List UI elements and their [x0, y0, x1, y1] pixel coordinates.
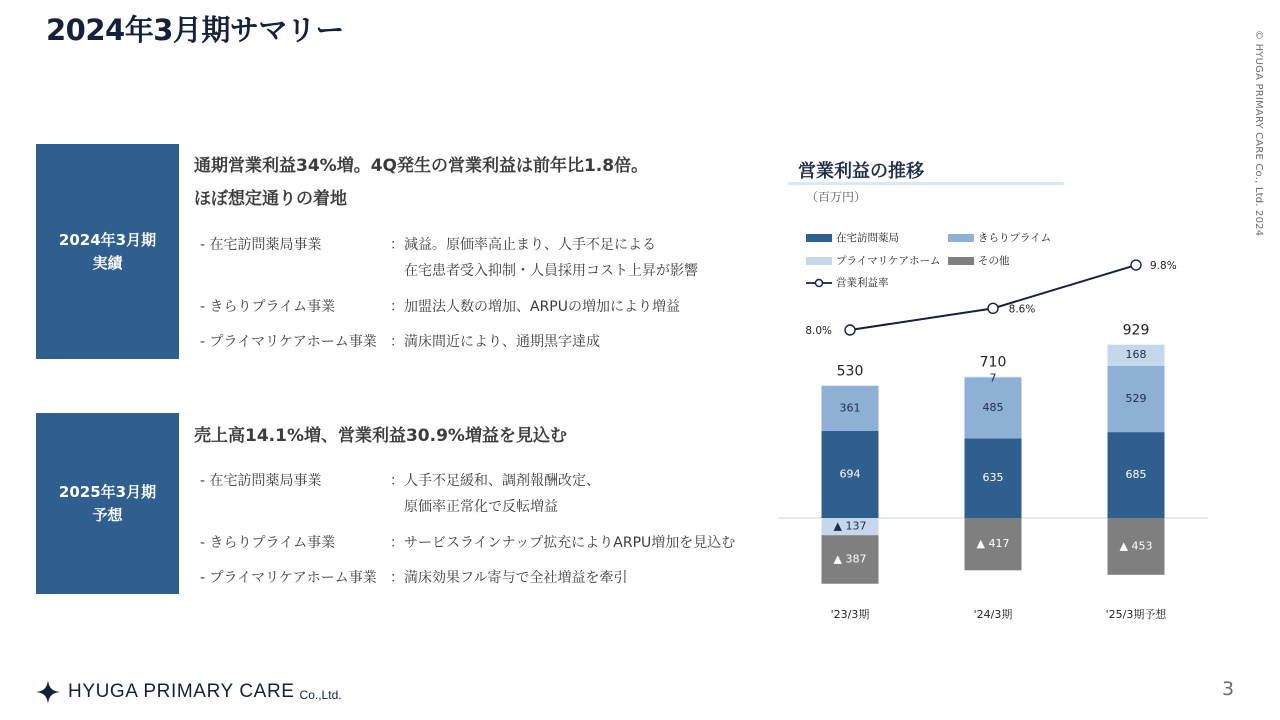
margin-label: 8.0%	[805, 325, 832, 337]
segment-desc	[390, 530, 735, 556]
legend-label: きらりプライム	[978, 232, 1052, 244]
bar-value-label: 485	[982, 400, 1004, 414]
category-label: '23/3期	[830, 608, 870, 621]
box-label-line: 実績	[92, 253, 123, 272]
desc-line: ：人手不足緩和、調剤報酬改定、	[390, 473, 600, 489]
desc-line: ：減益。原価率高止まり、人手不足による	[390, 237, 656, 253]
chart-title-underline	[788, 182, 1064, 185]
bar-total-label: 929	[1122, 322, 1150, 339]
bar-value-label: ▲ 417	[976, 537, 1010, 551]
legend-swatch	[806, 234, 832, 242]
results-headline	[194, 150, 648, 216]
segment-name: - きらりプライム事業	[200, 535, 336, 551]
bar-value-label: 168	[1125, 348, 1147, 362]
forecast-item-kirari	[200, 530, 760, 556]
legend-label: その他	[978, 255, 1010, 267]
bar-value-label: 635	[982, 471, 1004, 485]
results-item-home	[200, 329, 760, 355]
legend-label: プライマリケアホーム	[836, 255, 941, 267]
segment-name: - プライマリケアホーム事業	[200, 570, 377, 586]
star-logo-icon	[36, 680, 60, 704]
legend-line-marker	[816, 280, 823, 287]
margin-marker	[988, 303, 998, 313]
headline-line: 売上高14.1%増、営業利益30.9%増益を見込む	[194, 426, 567, 446]
results-item-kirari	[200, 294, 760, 320]
margin-label: 8.6%	[1008, 303, 1036, 316]
segment-name: - きらりプライム事業	[200, 299, 336, 315]
bar-value-label: 694	[839, 467, 861, 481]
segment-name: - 在宅訪問薬局事業	[200, 473, 322, 489]
category-label: '24/3期	[973, 608, 1013, 621]
segment-desc	[390, 565, 627, 591]
logo-suffix: Co.,Ltd.	[299, 688, 342, 702]
bar-value-label: ▲ 387	[833, 552, 867, 566]
logo-name: HYUGA PRIMARY CARE	[68, 681, 295, 702]
segment-name: - プライマリケアホーム事業	[200, 334, 377, 350]
box-label-line: 2025年3月期	[58, 482, 157, 501]
headline-line: ほぼ想定通りの着地	[194, 189, 347, 209]
box-label-line: 2024年3月期	[58, 230, 157, 249]
bar-value-label: 361	[839, 401, 861, 415]
operating-profit-chart	[770, 220, 1220, 630]
bar-total-label: 710	[979, 354, 1007, 371]
desc-line: ：サービスラインナップ拡充によりARPU増加を見込む	[390, 535, 736, 551]
copyright-text: © HYUGA PRIMARY CARE Co., Ltd. 2024	[1253, 30, 1264, 237]
forecast-headline	[194, 420, 567, 453]
results-item-pharmacy	[200, 232, 760, 284]
bar-value-label: 685	[1125, 468, 1147, 482]
margin-label: 9.8%	[1150, 260, 1177, 273]
forecast-fy2025-box	[36, 413, 179, 594]
bar-value-label: ▲ 137	[833, 519, 867, 533]
chart-title: 営業利益の推移	[798, 161, 924, 182]
forecast-item-pharmacy	[200, 468, 760, 520]
desc-line: 原価率正常化で反転増益	[390, 499, 558, 515]
desc-line: ：満床間近により、通期黒字達成	[390, 334, 600, 350]
forecast-item-home	[200, 565, 760, 591]
margin-marker	[845, 325, 855, 335]
copyright-notice	[1250, 30, 1264, 250]
desc-line: ：満床効果フル寄与で全社増益を牽引	[390, 570, 628, 586]
segment-desc	[390, 329, 600, 355]
company-logo	[36, 680, 342, 704]
segment-desc	[390, 294, 680, 320]
bar-value-label: ▲ 453	[1119, 539, 1153, 553]
legend-swatch	[948, 234, 974, 242]
page-number: 3	[1222, 678, 1235, 700]
legend-swatch	[948, 257, 974, 265]
legend-label: 営業利益率	[836, 277, 889, 289]
headline-line: 通期営業利益34%増。4Q発生の営業利益は前年比1.8倍。	[194, 156, 649, 176]
chart-unit: （百万円）	[806, 190, 867, 204]
segment-desc	[390, 232, 698, 284]
category-label: '25/3期予想	[1105, 608, 1167, 621]
desc-line: 在宅患者受入抑制・人員採用コスト上昇が影響	[390, 263, 698, 279]
margin-marker	[1131, 260, 1141, 270]
desc-line: ：加盟法人数の増加、ARPUの増加により増益	[390, 299, 680, 315]
box-label-line: 予想	[92, 505, 123, 524]
legend-swatch	[806, 257, 832, 265]
legend-label: 在宅訪問薬局	[836, 232, 899, 244]
segment-name: - 在宅訪問薬局事業	[200, 237, 322, 253]
page-title: 2024年3月期サマリー	[46, 13, 344, 47]
bar-value-label: 529	[1125, 391, 1147, 405]
results-fy2024-box	[36, 144, 179, 359]
bar-value-label: 7	[989, 371, 997, 385]
bar-total-label: 530	[836, 363, 864, 380]
margin-line	[850, 265, 1136, 330]
segment-desc	[390, 468, 600, 520]
